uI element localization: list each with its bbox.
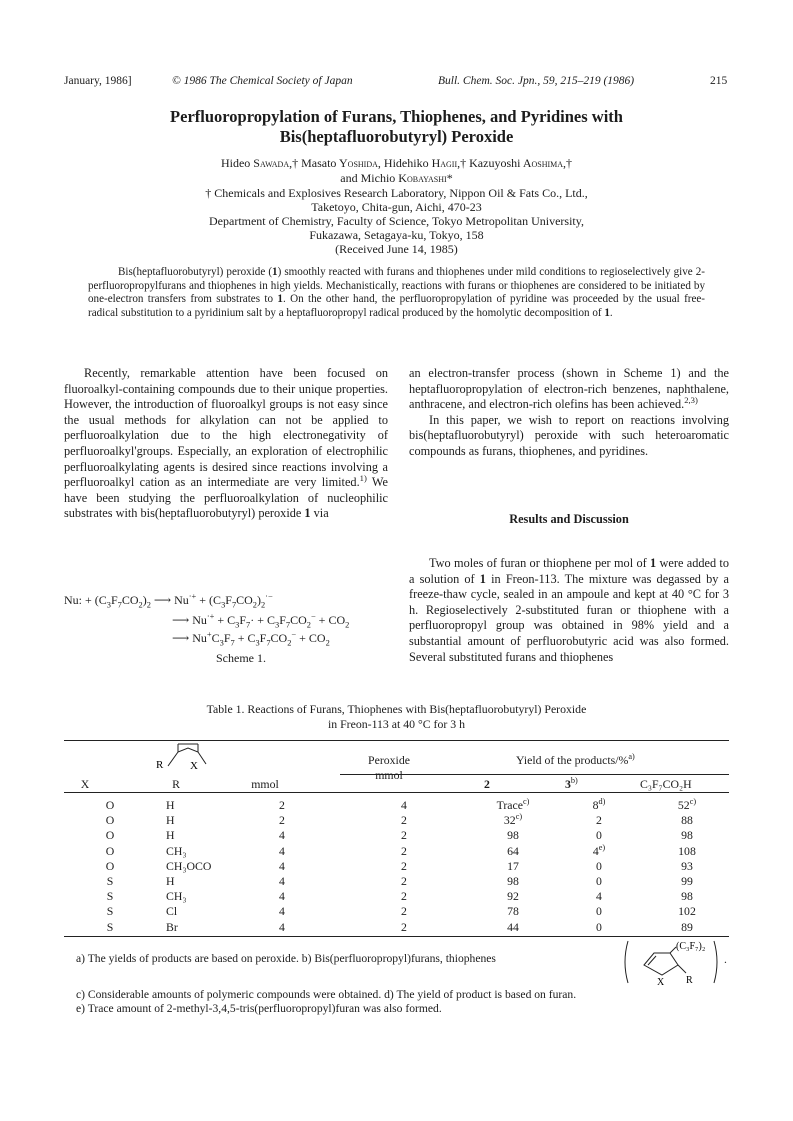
- body-paragraph: [409, 366, 729, 413]
- cell-perox: [344, 874, 464, 889]
- footnote-period: .: [724, 953, 727, 966]
- cell-value: 93: [681, 858, 693, 873]
- author-surname: awada: [259, 156, 290, 170]
- cell-value: 2: [279, 798, 285, 812]
- cell-r: [160, 828, 246, 843]
- table-row: [64, 813, 729, 828]
- abstract-text: Bis(heptafluorobutyryl) peroxide (: [118, 266, 273, 278]
- cell-value: S: [106, 904, 114, 919]
- body-text: an electron-transfer process (shown in Scheme 1) and the heptafluoropropylation of electron-rich benzenes, naphthalene, anthracene, and electron-rich olefins has been achieved.: [409, 366, 729, 412]
- body-text: via: [310, 506, 329, 521]
- body-text: Two moles of furan or thiophene per mol of: [429, 556, 651, 570]
- running-header-copyright: © 1986 The Chemical Society of Japan: [172, 75, 353, 87]
- author-surname: agii: [440, 156, 458, 170]
- footnote-mark: c): [523, 797, 530, 807]
- table-caption-2: in Freon-113 at 40 °C for 3 h: [328, 717, 465, 731]
- cell-y2: [468, 828, 558, 843]
- running-header-date: January, 1986]: [64, 75, 132, 87]
- body-text: in Freon-113. The mixture was degassed by a freeze-thaw cycle, sealed in an ampoule and kept at 40 °C for 3 h. Regioselectively 2-substituted furan or thiophene with a perfluoropropyl group was obtained in 98% yield and a substantial amount of perfluorobutyric acid was also formed. Several substituted furans and thiophenes: [409, 571, 729, 664]
- cell-perox: [344, 889, 464, 904]
- struct-r: R: [156, 759, 164, 771]
- reference-mark: 1): [359, 473, 367, 484]
- cell-acid: [642, 828, 732, 843]
- running-header-journal: Bull. Chem. Soc. Jpn., 59, 215–219 (1986): [438, 75, 635, 87]
- compound-ref: 1: [604, 306, 610, 319]
- body-text: Recently, remarkable attention have been focused on fluoroalkyl-containing compounds due to their unique properties. However, the introduction of fluoroalkyl groups is not easy since the usual methods for alkylation can not be applied to perfluoroalkylation due to the high electronegativity of perfluoroalkyl: [64, 366, 388, 458]
- header-product-2: 2: [484, 777, 490, 791]
- cell-perox: [344, 920, 464, 935]
- cell-perox: [344, 844, 464, 859]
- header-mmol: mmol: [251, 777, 279, 791]
- cell-value: 2: [401, 828, 407, 843]
- body-text: ': [134, 443, 137, 458]
- body-text: We have been studying the perfluoroalkylation of nucleophilic substrates with bis(heptafluorobutyryl) peroxide: [64, 475, 388, 521]
- cell-value: 98: [681, 889, 693, 904]
- cell-value: 99: [681, 874, 693, 888]
- cell-value: 4: [279, 828, 285, 843]
- cell-y3: [564, 889, 634, 904]
- cell-perox: [344, 813, 464, 828]
- header-3-label: 3: [565, 777, 571, 791]
- author-initial: Y: [339, 156, 348, 170]
- cell-r: [160, 844, 246, 859]
- body-left-column: [64, 366, 388, 522]
- results-paragraph: [409, 556, 729, 665]
- paper-title: [64, 107, 729, 147]
- cell-acid: [642, 904, 732, 919]
- abstract-text: . On the other hand, the perfluoropropylation of pyridine was proceeded by the usual free-radical substitution to a pyridinium salt by a heptafluoropropyl radical produced by the homolytic decomposition of: [88, 293, 706, 319]
- cell-value: S: [106, 889, 114, 904]
- footnote-mark: b): [570, 776, 578, 786]
- body-text: groups. Especially, an exploration of electrophilic perfluoroalkylating agents is desired since reactions involving a perfluoroalkyl cation as an intermediate are very limited.: [64, 443, 388, 490]
- scheme-line-1: Nu: + $(C_3F_7CO_2)_2$ ⟶ $Nu^{\cdot+} + (C_3F_7CO_2)_2^{\cdot-}$: [64, 592, 273, 610]
- cell-value: O: [105, 828, 115, 843]
- cell-value: 0: [596, 828, 602, 843]
- cell-mmol: [240, 813, 324, 828]
- cell-value: 2: [596, 813, 602, 828]
- cell-acid: [642, 889, 732, 904]
- cell-value: 98: [507, 874, 519, 888]
- footnote-mark: a): [628, 752, 635, 762]
- cell-mmol: [240, 874, 324, 889]
- author-mark: ,†: [289, 156, 302, 170]
- cell-value: 2: [401, 843, 407, 858]
- cell-mmol: [240, 859, 324, 874]
- cell-x: [64, 889, 156, 904]
- abstract: [88, 266, 705, 320]
- cell-y2: [468, 920, 558, 935]
- compound-ref: 1: [277, 293, 283, 306]
- author-initial: H: [431, 156, 441, 170]
- cell-value: 4: [401, 798, 407, 812]
- cell-y3: [564, 844, 634, 859]
- cell-y3: [564, 798, 634, 813]
- cell-value: 4: [279, 889, 285, 904]
- cell-value: 4: [279, 919, 285, 934]
- table-header-rule: [64, 792, 729, 793]
- cell-y2: [468, 859, 558, 874]
- cell-mmol: [240, 889, 324, 904]
- cell-y3: [564, 874, 634, 889]
- cell-y2: [468, 813, 558, 828]
- table-row: [64, 798, 729, 813]
- compound-ref: 1: [272, 266, 278, 278]
- cell-value: 4: [279, 874, 285, 888]
- title-line-1: Perfluoropropylation of Furans, Thiophenes, and Pyridines with: [170, 107, 623, 126]
- table-row: [64, 920, 729, 935]
- cell-value: 52: [677, 798, 690, 812]
- footnote-ab: a) The yields of products are based on peroxide. b) Bis(perfluoropropyl)furans, thiophenes: [76, 952, 496, 965]
- cell-value: 89: [681, 919, 693, 934]
- table-row: [64, 828, 729, 843]
- cell-value: 98: [507, 828, 519, 843]
- table-row: [64, 904, 729, 919]
- cell-value: 2: [401, 904, 407, 919]
- scheme-line-3: ⟶ $Nu^+C_3F_7 + C_3F_7CO_2^- + CO_2$: [172, 630, 330, 648]
- cell-acid: [642, 920, 732, 935]
- author-mark: ,†: [457, 156, 470, 170]
- author-surname: oshima: [531, 156, 564, 170]
- header-product-3: [565, 777, 578, 792]
- cell-value: S: [106, 874, 114, 888]
- cell-x: [64, 874, 156, 889]
- cell-mmol: [240, 904, 324, 919]
- cell-value: 8: [592, 798, 599, 812]
- cell-value: CH₃: [166, 843, 187, 858]
- cell-value: 2: [401, 874, 407, 888]
- cell-y2: [468, 889, 558, 904]
- table-row: [64, 889, 729, 904]
- cell-value: CH₃OCO: [166, 858, 212, 873]
- cell-y2: [468, 904, 558, 919]
- cell-value: H: [166, 798, 175, 812]
- header-peroxide-mmol: mmol: [375, 768, 403, 782]
- cell-value: 4: [596, 889, 602, 904]
- cell-x: [64, 859, 156, 874]
- abstract-text: .: [609, 306, 613, 319]
- cell-value: 98: [681, 828, 693, 843]
- section-heading: Results and Discussion: [509, 512, 629, 526]
- struct-r: R: [686, 975, 693, 986]
- title-line-2: Bis(heptafluorobutyryl) Peroxide: [279, 127, 514, 146]
- cell-value: 0: [596, 919, 602, 934]
- cell-mmol: [240, 844, 324, 859]
- affiliation-line: Fukazawa, Setagaya-ku, Tokyo, 158: [309, 228, 484, 242]
- header-acid: C₃F₇CO₂H: [640, 777, 692, 791]
- header-x: X: [80, 777, 90, 791]
- scheme-label: Scheme 1.: [216, 651, 266, 665]
- author-given: Kazuyoshi: [469, 156, 523, 170]
- table-caption: Table 1. Reactions of Furans, Thiophenes with Bis(heptafluorobutyryl) Peroxide: [206, 702, 587, 716]
- cell-perox: [344, 859, 464, 874]
- cell-value: 92: [507, 889, 519, 904]
- cell-x: [64, 920, 156, 935]
- cell-perox: [344, 904, 464, 919]
- cell-value: 44: [507, 919, 519, 934]
- author-given: Masato: [301, 156, 339, 170]
- affiliation-line: Department of Chemistry, Faculty of Science, Tokyo Metropolitan University,: [209, 214, 584, 228]
- footnote-e: e) Trace amount of 2-methyl-3,4,5-tris(perfluoropropyl)furan was also formed.: [76, 1002, 442, 1015]
- cell-r: [160, 859, 246, 874]
- affiliation-line: † Chemicals and Explosives Research Laboratory, Nippon Oil & Fats Co., Ltd.,: [205, 186, 588, 200]
- author-given: Hidehiko: [383, 156, 432, 170]
- author-given: and Michio: [340, 171, 399, 185]
- cell-value: H: [166, 828, 175, 843]
- cell-perox: [344, 828, 464, 843]
- cell-y2: [468, 798, 558, 813]
- affiliation-line: Taketoyo, Chita-gun, Aichi, 470-23: [311, 200, 482, 214]
- compound-ref: 1: [650, 556, 657, 570]
- cell-value: 4: [279, 843, 285, 858]
- cell-value: 4: [279, 904, 285, 919]
- struct-x: X: [190, 760, 198, 772]
- cell-acid: [642, 859, 732, 874]
- cell-acid: [642, 844, 732, 859]
- cell-value: 2: [401, 858, 407, 873]
- cell-value: O: [105, 858, 115, 873]
- author-given: Hideo: [220, 156, 254, 170]
- cell-value: 2: [401, 813, 407, 828]
- cell-r: [160, 874, 246, 889]
- cell-r: [160, 904, 246, 919]
- body-right-column: [409, 366, 729, 460]
- header-yield-text: Yield of the products/%: [516, 753, 629, 767]
- intro-paragraph: [64, 366, 388, 522]
- cell-mmol: [240, 828, 324, 843]
- cell-value: Cl: [166, 904, 178, 919]
- cell-y3: [564, 920, 634, 935]
- received-date: (Received June 14, 1985): [335, 242, 458, 256]
- cell-acid: [642, 813, 732, 828]
- author-surname: oshida: [347, 156, 378, 170]
- footnote-cd: c) Considerable amounts of polymeric compounds were obtained. d) The yield of product is based on furan.: [76, 988, 577, 1001]
- body-paragraph: [409, 556, 729, 665]
- table-row: [64, 874, 729, 889]
- cell-value: O: [105, 813, 115, 828]
- cell-x: [64, 904, 156, 919]
- footnote-mark: e): [598, 842, 606, 852]
- cell-value: CH₃: [166, 889, 187, 904]
- cell-value: Br: [166, 919, 178, 934]
- furan-structure-icon: [150, 742, 230, 772]
- cell-r: [160, 798, 246, 813]
- cell-y2: [468, 844, 558, 859]
- page-number: 215: [710, 75, 728, 87]
- cell-perox: [344, 798, 464, 813]
- cell-r: [160, 813, 246, 828]
- body-paragraph: In this paper, we wish to report on reactions involving bis(heptafluorobutyryl) peroxide with such heteroaromatic compounds as furans, thiophenes, and pyridines.: [409, 412, 729, 458]
- cell-value: 78: [507, 904, 519, 919]
- author-initial: A: [522, 156, 532, 170]
- cell-value: 0: [596, 904, 602, 919]
- cell-value: 4: [279, 858, 285, 873]
- author-mark: ,†: [563, 156, 573, 170]
- cell-r: [160, 920, 246, 935]
- header-yield: [516, 753, 635, 768]
- cell-value: 64: [507, 843, 519, 858]
- footnote-mark: d): [598, 797, 606, 807]
- cell-value: 0: [596, 874, 602, 888]
- author-mark: ,: [377, 156, 384, 170]
- abstract-text: ) smoothly reacted with furans and thiophenes under mild conditions to regioselectively give 2-perfluoropropylfurans and thiophenes in high yields. Mechanistically, reactions with furans or thiophenes are considered to be initiated by one-electron transfers from substrates to: [88, 266, 705, 306]
- cell-value: S: [106, 919, 114, 934]
- compound-ref: 1: [479, 571, 486, 586]
- bis-substituted-structure-icon: [620, 937, 730, 987]
- author-mark: *: [446, 171, 453, 185]
- author-initial: K: [398, 171, 407, 185]
- cell-value: 2: [401, 889, 407, 904]
- cell-value: H: [166, 813, 175, 828]
- author-surname: obayashi: [406, 171, 447, 185]
- cell-y3: [564, 813, 634, 828]
- struct-subst: (C₃F₇)₂: [676, 941, 706, 952]
- scheme-line-2: ⟶ $Nu^{\cdot+} + C_3F_7\cdot + C_3F_7CO_2^- + CO_2$: [172, 612, 350, 630]
- cell-value: O: [105, 798, 115, 812]
- header-peroxide: Peroxide: [368, 753, 410, 767]
- compound-ref: 1: [304, 506, 311, 521]
- cell-value: 2: [279, 813, 285, 828]
- table-row: [64, 859, 729, 874]
- cell-acid: [642, 798, 732, 813]
- cell-value: 0: [596, 858, 602, 873]
- cell-value: Trace: [496, 798, 523, 812]
- header-r: R: [172, 777, 180, 791]
- cell-mmol: [240, 920, 324, 935]
- cell-x: [64, 813, 156, 828]
- cell-value: 108: [678, 843, 696, 858]
- cell-x: [64, 798, 156, 813]
- cell-acid: [642, 874, 732, 889]
- footnote-mark: c): [689, 797, 697, 807]
- cell-value: 2: [401, 919, 407, 934]
- cell-y2: [468, 874, 558, 889]
- cell-x: [64, 828, 156, 843]
- author-line-1: [64, 156, 729, 171]
- cell-value: 102: [678, 904, 696, 919]
- cell-y3: [564, 828, 634, 843]
- cell-mmol: [240, 798, 324, 813]
- cell-y3: [564, 904, 634, 919]
- cell-value: 4: [592, 843, 599, 858]
- cell-r: [160, 889, 246, 904]
- body-text: were added to a solution of: [409, 556, 729, 586]
- cell-value: O: [105, 843, 115, 858]
- cell-x: [64, 844, 156, 859]
- cell-value: 32: [503, 813, 516, 828]
- struct-x: X: [657, 977, 665, 987]
- cell-value: H: [166, 874, 175, 888]
- author-line-2: [64, 171, 729, 186]
- reference-mark: 2,3): [684, 395, 698, 406]
- author-initial: S: [253, 156, 260, 170]
- footnote-mark: c): [515, 812, 523, 822]
- cell-value: 88: [681, 813, 693, 828]
- cell-value: 17: [507, 858, 519, 873]
- table-top-rule: [64, 740, 729, 741]
- cell-y3: [564, 859, 634, 874]
- table-row: [64, 844, 729, 859]
